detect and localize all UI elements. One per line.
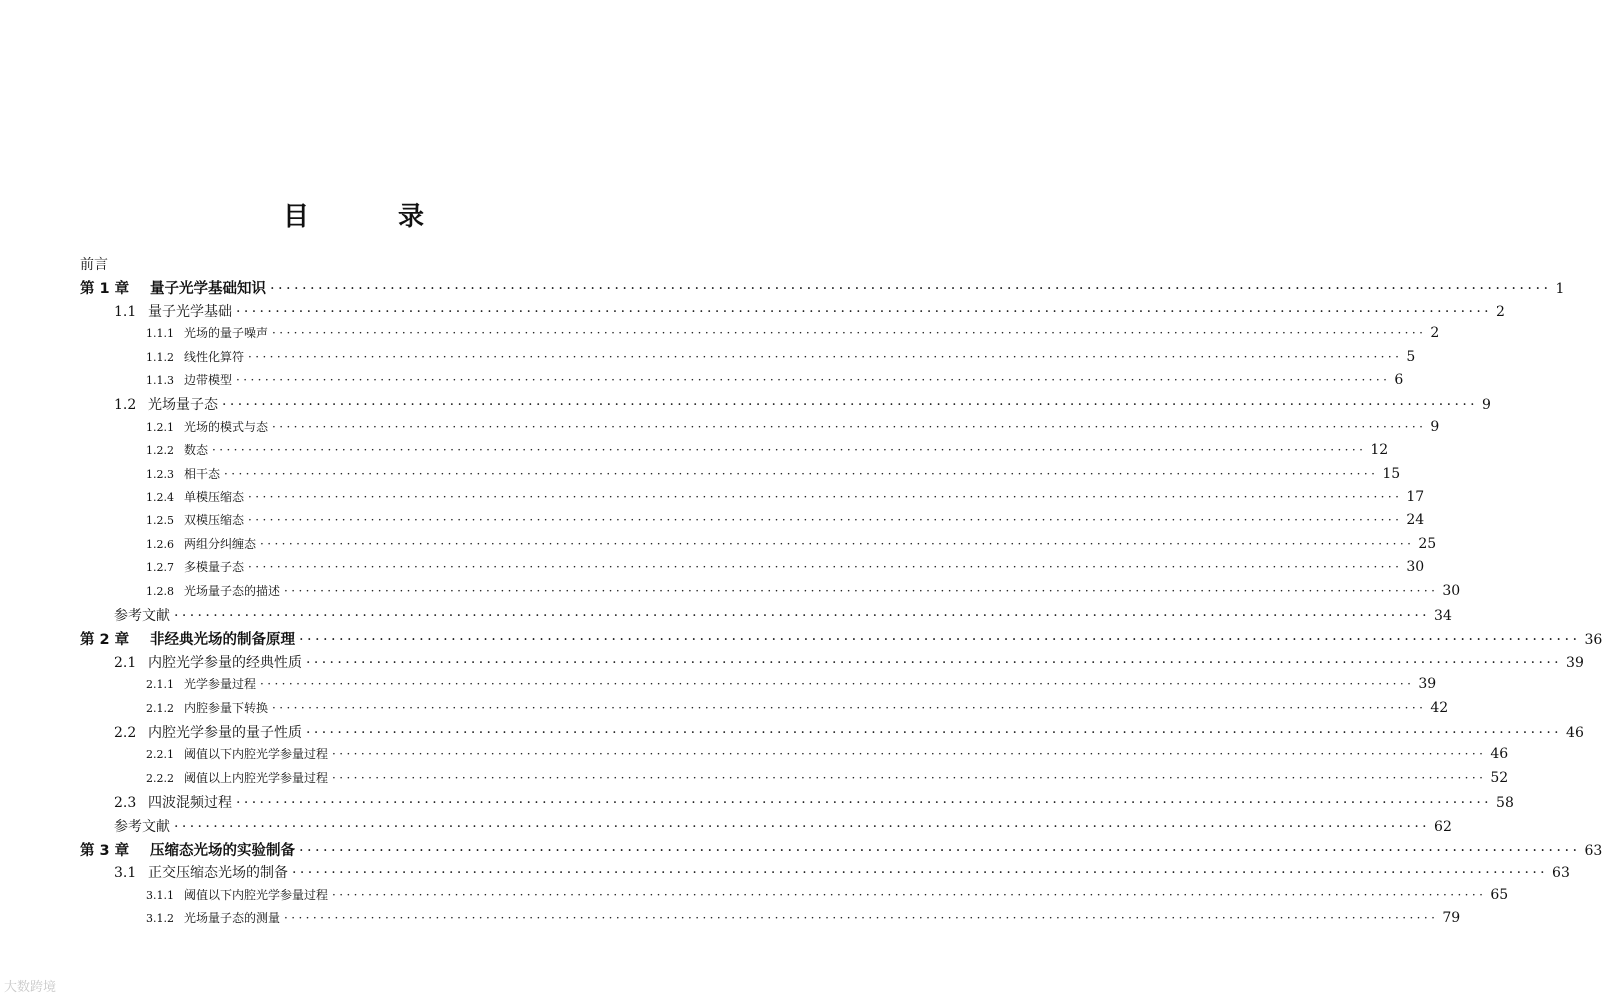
toc-entry-number: 2.2 — [114, 725, 137, 741]
toc-entry-title: 边带模型 — [184, 373, 233, 387]
toc-entry[interactable] — [80, 628, 1602, 649]
toc-entry[interactable] — [146, 699, 1449, 716]
toc-entry-title: 光场的量子噪声 — [184, 326, 269, 341]
toc-entry-number: 2.1.2 — [146, 701, 174, 715]
toc-entry-page: 30 — [1442, 582, 1461, 599]
toc-entry-title: 光场的模式与态 — [184, 419, 269, 434]
toc-entry-number: 1.2.4 — [146, 491, 174, 504]
dot-leader: ································································································································································ — [174, 818, 1431, 835]
toc-entry-number: 第 1 章 — [80, 281, 130, 298]
toc-entry-title: 参考文献 — [114, 608, 170, 624]
toc-entry-page: 62 — [1434, 818, 1452, 835]
dot-leader: ································································································································································ — [292, 865, 1549, 882]
toc-entry[interactable] — [146, 418, 1440, 435]
toc-entry-page: 9 — [1430, 418, 1440, 435]
toc-entry-number: 2.2.1 — [146, 748, 174, 762]
dot-leader: ································································································································································ — [260, 677, 1415, 692]
dot-leader: ································································································································································ — [272, 419, 1427, 434]
dot-leader: ································································································································································ — [222, 397, 1479, 414]
toc-entry[interactable] — [146, 675, 1437, 693]
dot-leader: ································································································································································ — [284, 583, 1439, 598]
toc-entry-title: 量子光学基础知识 — [150, 281, 266, 298]
toc-entry-number: 1.2.7 — [146, 561, 174, 575]
toc-entry-title: 光场量子态的描述 — [184, 583, 281, 598]
dot-leader: ································································································································································ — [212, 443, 1367, 458]
toc-entry[interactable] — [80, 254, 108, 274]
dot-leader: ································································································································································ — [299, 632, 1581, 649]
toc-entry-title: 光场量子态的测量 — [184, 911, 281, 926]
dot-leader: ································································································································································ — [299, 843, 1581, 859]
toc-entry[interactable] — [146, 745, 1509, 763]
toc-entry-title: 阈值以下内腔光学参量过程 — [184, 747, 329, 762]
toc-entry-number: 1.2.8 — [146, 584, 174, 598]
toc-entry-title: 非经典光场的制备原理 — [150, 632, 295, 649]
dot-leader: ································································································································································ — [174, 608, 1431, 624]
toc-entry-page: 5 — [1406, 348, 1416, 365]
toc-entry[interactable] — [146, 886, 1509, 903]
toc-entry-page: 24 — [1406, 512, 1425, 529]
toc-entry-title: 多模量子态 — [184, 560, 245, 575]
toc-entry[interactable] — [146, 465, 1401, 482]
toc-entry-title: 四波混频过程 — [148, 795, 232, 812]
toc-entry-page: 34 — [1434, 608, 1452, 624]
toc-entry-title: 压缩态光场的实验制备 — [150, 843, 295, 859]
toc-entry[interactable] — [146, 535, 1437, 552]
toc-entry-title: 两组分纠缠态 — [184, 536, 257, 551]
toc-entry-title: 阈值以下内腔光学参量过程 — [184, 887, 329, 902]
dot-leader: ································································································································································ — [236, 373, 1391, 387]
toc-entry-title: 前言 — [80, 257, 108, 273]
toc-entry-page: 2 — [1496, 303, 1505, 320]
toc-entry-page: 65 — [1490, 886, 1509, 903]
toc-entry[interactable] — [146, 582, 1461, 599]
toc-entry-title: 量子光学基础 — [148, 303, 232, 320]
toc-title: 目 录 — [282, 202, 465, 232]
toc-entry-title: 内腔光学参量的量子性质 — [148, 725, 302, 741]
dot-leader: ································································································································································ — [270, 281, 1552, 298]
toc-entry-number: 3.1.2 — [146, 912, 174, 926]
toc-entry-title: 内腔光学参量的经典性质 — [148, 654, 302, 671]
toc-entry-title: 光学参量过程 — [184, 677, 257, 692]
toc-entry-page: 39 — [1566, 654, 1584, 671]
toc-entry-page: 63 — [1584, 843, 1602, 859]
toc-entry-number: 1.2.5 — [146, 514, 174, 528]
toc-entry[interactable] — [146, 488, 1425, 505]
toc-entry[interactable] — [114, 722, 1584, 742]
toc-entry-number: 1.2.2 — [146, 444, 174, 458]
toc-entry-page: 39 — [1418, 676, 1437, 693]
dot-leader: ································································································································································ — [260, 536, 1415, 551]
toc-entry-page: 58 — [1496, 795, 1514, 812]
dot-leader: ································································································································································ — [272, 326, 1427, 341]
toc-entry-page: 46 — [1490, 746, 1509, 763]
toc-entry-number: 1.2.1 — [146, 420, 174, 434]
dot-leader: ································································································································································ — [236, 795, 1493, 812]
dot-leader: ································································································································································ — [332, 770, 1487, 785]
toc-entry-page: 25 — [1418, 535, 1437, 552]
toc-entry[interactable] — [114, 301, 1505, 321]
toc-entry[interactable] — [146, 511, 1425, 529]
watermark: 大数跨境 — [4, 980, 57, 995]
toc-entry-title: 单模压缩态 — [184, 490, 245, 504]
dot-leader: ································································································································································ — [284, 911, 1439, 926]
toc-entry-title: 内腔参量下转换 — [184, 700, 269, 715]
toc-entry-title: 双模压缩态 — [184, 513, 245, 528]
dot-leader: ································································································································································ — [272, 700, 1427, 715]
dot-leader: ································································································································································ — [236, 303, 1493, 320]
toc-entry-title: 线性化算符 — [184, 349, 245, 364]
toc-entry[interactable] — [80, 277, 1565, 298]
toc-entry-number: 3.1 — [114, 865, 137, 882]
toc-entry[interactable] — [146, 769, 1509, 786]
toc-entry-page: 79 — [1442, 910, 1461, 927]
toc-entry[interactable] — [114, 816, 1452, 836]
toc-entry-page: 2 — [1430, 325, 1440, 342]
toc-entry-page: 52 — [1490, 769, 1509, 786]
toc-entry-page: 6 — [1394, 372, 1404, 388]
toc-entry-page: 36 — [1584, 632, 1602, 649]
toc-entry[interactable] — [146, 558, 1425, 576]
dot-leader: ································································································································································ — [248, 513, 1403, 528]
toc-entry[interactable] — [146, 441, 1389, 459]
toc-entry-page: 15 — [1382, 465, 1401, 482]
toc-entry-page: 1 — [1555, 281, 1565, 298]
dot-leader: ································································································································································ — [332, 747, 1487, 762]
toc-entry-page: 9 — [1482, 397, 1491, 414]
toc-entry-page: 12 — [1370, 442, 1389, 459]
toc-entry[interactable] — [114, 605, 1452, 625]
dot-leader: ································································································································································ — [248, 349, 1403, 364]
toc-entry-title: 数态 — [184, 443, 209, 458]
toc-entry-number: 1.1.1 — [146, 327, 174, 341]
toc-entry[interactable] — [114, 652, 1584, 672]
toc-entry-title: 相干态 — [184, 466, 221, 481]
toc-entry-page: 42 — [1430, 699, 1449, 716]
toc-entry-page: 30 — [1406, 559, 1425, 576]
toc-entry-title: 光场量子态 — [148, 397, 218, 414]
toc-entry-page: 17 — [1406, 489, 1425, 505]
toc-entry[interactable] — [146, 348, 1416, 365]
toc-entry[interactable] — [146, 909, 1461, 927]
toc-entry-number: 2.1 — [114, 654, 137, 671]
toc-entry-number: 1.1.3 — [146, 374, 174, 387]
dot-leader: ································································································································································ — [248, 490, 1403, 504]
toc-entry-number: 第 3 章 — [80, 843, 130, 859]
toc-entry-page: 63 — [1552, 865, 1570, 882]
toc-entry-title: 阈值以上内腔光学参量过程 — [184, 770, 329, 785]
toc-entry[interactable] — [146, 324, 1440, 342]
toc-entry[interactable] — [114, 394, 1491, 414]
toc-entry[interactable] — [80, 839, 1602, 860]
toc-entry-title: 参考文献 — [114, 818, 170, 835]
toc-entry-number: 1.2 — [114, 397, 137, 414]
toc-entry-number: 1.1 — [114, 303, 137, 320]
dot-leader: ································································································································································ — [306, 654, 1563, 671]
toc-entry[interactable] — [114, 792, 1514, 812]
dot-leader: ································································································································································ — [224, 466, 1379, 481]
toc-entry[interactable] — [146, 371, 1404, 388]
toc-entry-number: 1.1.2 — [146, 350, 174, 364]
dot-leader: ································································································································································ — [306, 725, 1563, 741]
toc-entry-number: 1.2.3 — [146, 467, 174, 481]
dot-leader: ································································································································································ — [248, 560, 1403, 575]
toc-entry[interactable] — [114, 862, 1570, 882]
toc-entry-number: 2.1.1 — [146, 678, 174, 692]
dot-leader: ································································································································································ — [332, 887, 1487, 902]
toc-entry-number: 1.2.6 — [146, 537, 174, 551]
toc-entry-number: 2.3 — [114, 795, 137, 812]
toc-entry-page: 46 — [1566, 725, 1584, 741]
toc-entry-number: 2.2.2 — [146, 771, 174, 785]
toc-entry-number: 3.1.1 — [146, 888, 174, 902]
toc-entry-number: 第 2 章 — [80, 632, 130, 649]
toc-entry-title: 正交压缩态光场的制备 — [148, 865, 288, 882]
